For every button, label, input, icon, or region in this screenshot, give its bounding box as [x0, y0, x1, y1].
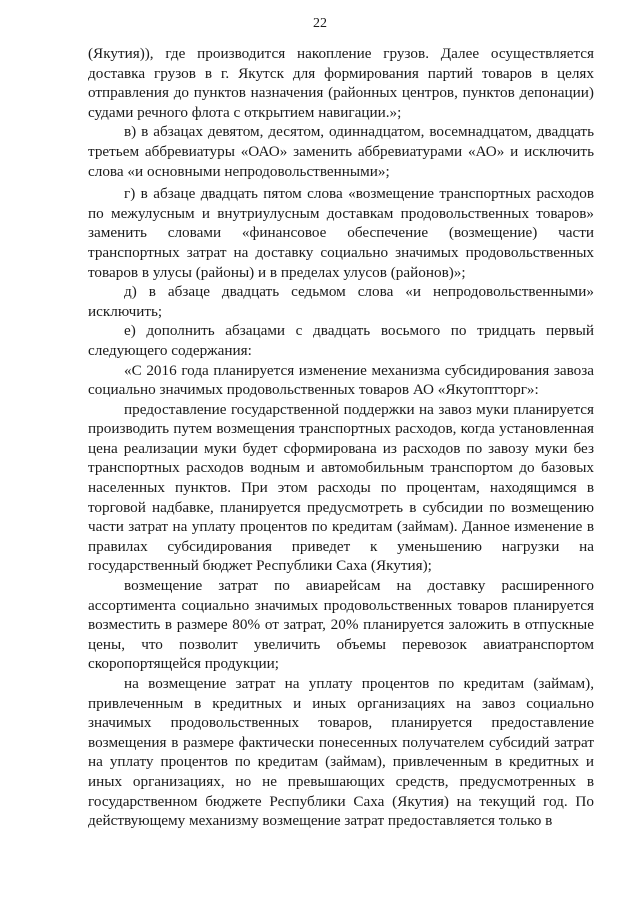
paragraph-quote-intro: «С 2016 года планируется изменение механизма субсидирования завоза социально значимых продовольственных товаров АО «Якутоптторг»:	[88, 361, 594, 399]
paragraph-continuation: (Якутия)), где производится накопление грузов. Далее осуществляется доставка грузов в г. Якутск для формирования партий товаров в целях отправления до пунктов назначения (районных центров, пунктов депонации) судами речного флота с открытием навигации.»;	[88, 45, 594, 121]
paragraph-flour-support: предоставление государственной поддержки на завоз муки планируется производить путем возмещения транспортных расходов, когда установленная цена реализации муки будет сформирована из расходов по завозу муки без транспортных расходов водным и автомобильным транспортом до базовых населенных пунктов. При этом расходы по процентам, находящимся в торговой надбавке, планируется предусмотреть в субсидии по возмещению части затрат на уплату процентов по кредитам (займам). Данное изменение в правилах субсидирования приведет к уменьшению нагрузки на государственный бюджет Республики Саха (Якутия);	[88, 400, 594, 575]
page-number: 22	[313, 16, 327, 31]
paragraph-item-d: д) в абзаце двадцать седьмом слова «и непродовольственными» исключить;	[88, 283, 594, 320]
paragraph-item-g: г) в абзаце двадцать пятом слова «возмещение транспортных расходов по межулусным и внутриулусным доставкам продовольственных товаров» заменить словами «финансовое обеспечение (возмещение) части транспортных затрат на доставку социально значимых продовольственных товаров в улусы (районы) и в пределах улусов (районов)»;	[88, 185, 594, 281]
paragraph-item-e: е) дополнить абзацами с двадцать восьмого по тридцать первый следующего содержания:	[88, 322, 594, 359]
paragraph-item-v: в) в абзацах девятом, десятом, одиннадцатом, восемнадцатом, двадцать третьем аббревиатуры «ОАО» заменить аббревиатурами «АО» и исключить слова «и основными непродовольственными»;	[88, 123, 594, 180]
document-body	[88, 44, 594, 831]
paragraph-loan-interest: на возмещение затрат на уплату процентов по кредитам (займам), привлеченным в кредитных и иных организациях на завоз социально значимых продовольственных товаров, планируется предоставление возмещения в размере фактически понесенных получателем субсидий затрат на уплату процентов по кредитам (займам), привлеченным в кредитных и иных организациях, но не превышающих средств, предусмотренных в государственном бюджете Республики Саха (Якутия) на текущий год. По действующему механизму возмещение затрат предоставляется только в	[88, 675, 594, 830]
paragraph-air-transport: возмещение затрат по авиарейсам на доставку расширенного ассортимента социально значимых продовольственных товаров планируется возместить в размере 80% от затрат, 20% планируется заложить в отпускные цены, что позволит увеличить объемы перевозок авиатранспортом скоропортящейся продукции;	[88, 577, 594, 673]
